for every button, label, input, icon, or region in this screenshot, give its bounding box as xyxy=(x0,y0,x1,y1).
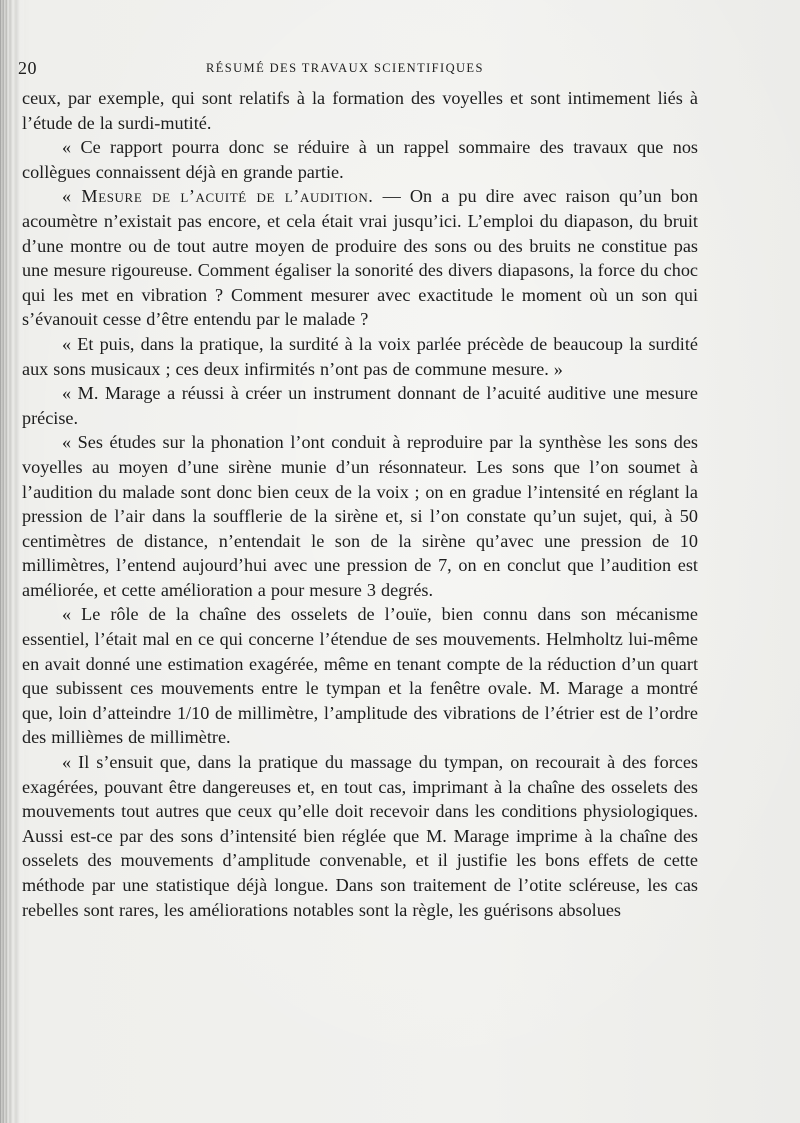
paragraph-massage: « Il s’ensuit que, dans la pratique du massage du tympan, on recourait à des forces exagérées, pouvant être dangereuses et, en tout cas, imprimant à la chaîne des osselets des mouvements tout autres que ceux qu’elle doit recevoir dans les conditions physiologiques. Aussi est-ce par des sons d’intensité bien réglée que M. Marage imprime à la chaîne des osselets des mouvements d’amplitude convenable, et il justifie les bons effets de cette méthode par une statistique déjà longue. Dans son traitement de l’otite scléreuse, les cas rebelles sont rares, les améliorations notables sont la règle, les guérisons absolues xyxy=(22,752,698,920)
paragraph-mesure xyxy=(22,184,698,332)
paragraph-pratique: « Et puis, dans la pratique, la surdité à la voix parlée précède de beaucoup la surdité aux sons musicaux ; ces deux infirmités n’ont pas de commune mesure. » xyxy=(22,333,698,379)
body-text xyxy=(22,86,698,922)
paragraph-rapport: « Ce rapport pourra donc se réduire à un rappel sommaire des travaux que nos collègues connaissent déjà en grande partie. xyxy=(22,137,698,182)
paragraph-osselets: « Le rôle de la chaîne des osselets de l’ouïe, bien connu dans son mécanisme essentiel, l’était mal en ce qui concerne l’étendue de ses mouvements. Helmholtz lui-même en avait donné une estimation exagérée, même en tenant compte de la réduction d’un quart que subissent ces mouvements entre le tympan et la fenêtre ovale. M. Marage a montré que, loin d’atteindre 1/10 de millimètre, l’amplitude des vibrations de l’étrier est de l’ordre des millièmes de millimètre. xyxy=(22,604,698,748)
page-number: 20 xyxy=(18,58,37,78)
section-heading-mesure: « Mesure de l’acuité de l’audition. xyxy=(62,186,374,207)
page-binding-shadow xyxy=(0,0,24,1123)
paragraph-phonation: « Ses études sur la phonation l’ont conduit à reproduire par la synthèse les sons des voyelles au moyen d’une sirène munie d’un résonnateur. Les sons que l’on soumet à l’audition du malade sont donc bien ceux de la voix ; on en gradue l’intensité en réglant la pression de l’air dans la soufflerie de la sirène et, si l’on constate qu’un sujet, qui, à 50 centimètres de distance, n’entendait le son de la sirène qu’avec une pression de 10 millimètres, l’entend aujourd’hui avec une pression de 7, on en conclut que l’audition est améliorée, et cette amélioration a pour mesure 3 degrés. xyxy=(22,432,698,600)
running-head: RÉSUMÉ DES TRAVAUX SCIENTIFIQUES xyxy=(206,61,484,75)
paragraph-continuation: ceux, par exemple, qui sont relatifs à la formation des voyelles et sont intimement liés à l’étude de la surdi-mutité. xyxy=(22,88,698,133)
paragraph-instrument: « M. Marage a réussi à créer un instrument donnant de l’acuité auditive une mesure précise. xyxy=(22,383,698,428)
paragraph-mesure-text: — On a pu dire avec raison qu’un bon acoumètre n’existait pas encore, et cela était vrai jusqu’ici. L’emploi du diapason, du bruit d’une montre ou de tout autre moyen de produire des sons ou des bruits ne constitue pas une mesure rigoureuse. Comment égaliser la sonorité des divers diapasons, la force du choc qui les met en vibration ? Comment mesurer avec exactitude le moment où un son qui s’évanouit cesse d’être entendu par le malade ? xyxy=(22,186,698,330)
